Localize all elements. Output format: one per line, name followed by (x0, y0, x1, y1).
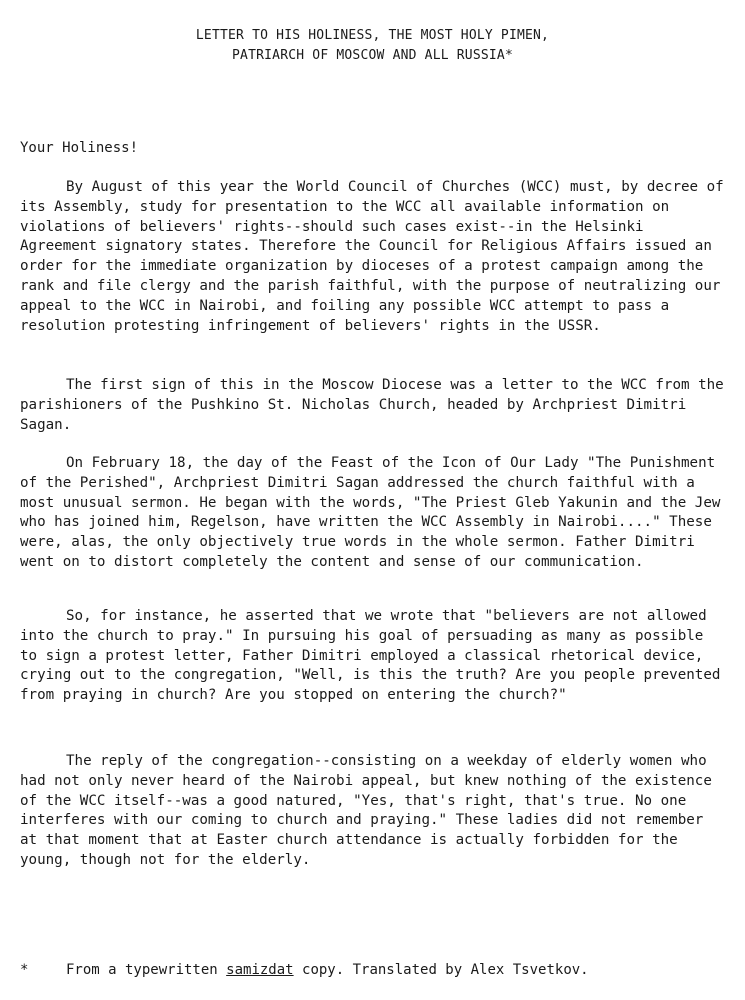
paragraph-2: The first sign of this in the Moscow Diocese was a letter to the WCC from the parishioners of the Pushkino St. Nicholas Church, headed by Archpriest Dimitri Sagan. (20, 377, 724, 433)
footnote-text-after: copy. Translated by Alex Tsvetkov. (293, 962, 589, 978)
footnote-underlined-word: samizdat (226, 962, 294, 978)
paragraph-5: The reply of the congregation--consisting on a weekday of elderly women who had not only never heard of the Nairobi appeal, but knew nothing of the existence of the WCC itself--was a good natured, "Yes, that's right, that's true. No one interferes with our coming to church and praying." These ladies did not remember at that moment that at Easter church attendance is actually forbidden for the young, though not for the elderly. (20, 753, 712, 868)
letter-title-line-2: PATRIARCH OF MOSCOW AND ALL RUSSIA* (232, 48, 513, 63)
paragraph-1: By August of this year the World Council of Churches (WCC) must, by decree of its Assembly, study for presentation to the WCC all available information on violations of believers' rights--should such cases exist--in the Helsinki Agreement signatory states. Therefore the Council for Religious Affairs issued an order for the immediate organization by dioceses of a protest campaign among the rank and file clergy and the parish faithful, with the purpose of neutralizing our appeal to the WCC in Nairobi, and foiling any possible WCC attempt to pass a resolution protesting infringement of believers' rights in the USSR. (20, 179, 724, 334)
footnote-marker: * (20, 962, 29, 978)
salutation: Your Holiness! (20, 140, 139, 156)
footnote (20, 960, 589, 980)
letter-title-line-1: LETTER TO HIS HOLINESS, THE MOST HOLY PIMEN, (195, 28, 550, 43)
paragraph-4: So, for instance, he asserted that we wrote that "believers are not allowed into the church to pray." In pursuing his goal of persuading as many as possible to sign a protest letter, Father Dimitri employed a classical rhetorical device, crying out to the congregation, "Well, is this the truth? Are you people prevented from praying in church? Are you stopped on entering the church?" (20, 608, 721, 704)
paragraph-3: On February 18, the day of the Feast of the Icon of Our Lady "The Punishment of the Perished", Archpriest Dimitri Sagan addressed the church faithful with a most unusual sermon. He began with the words, "The Priest Gleb Yakunin and the Jew who has joined him, Regelson, have written the WCC Assembly in Nairobi...." These were, alas, the only objectively true words in the whole sermon. Father Dimitri went on to distort completely the content and sense of our communication. (20, 455, 721, 570)
footnote-text-before: From a typewritten (66, 962, 227, 978)
